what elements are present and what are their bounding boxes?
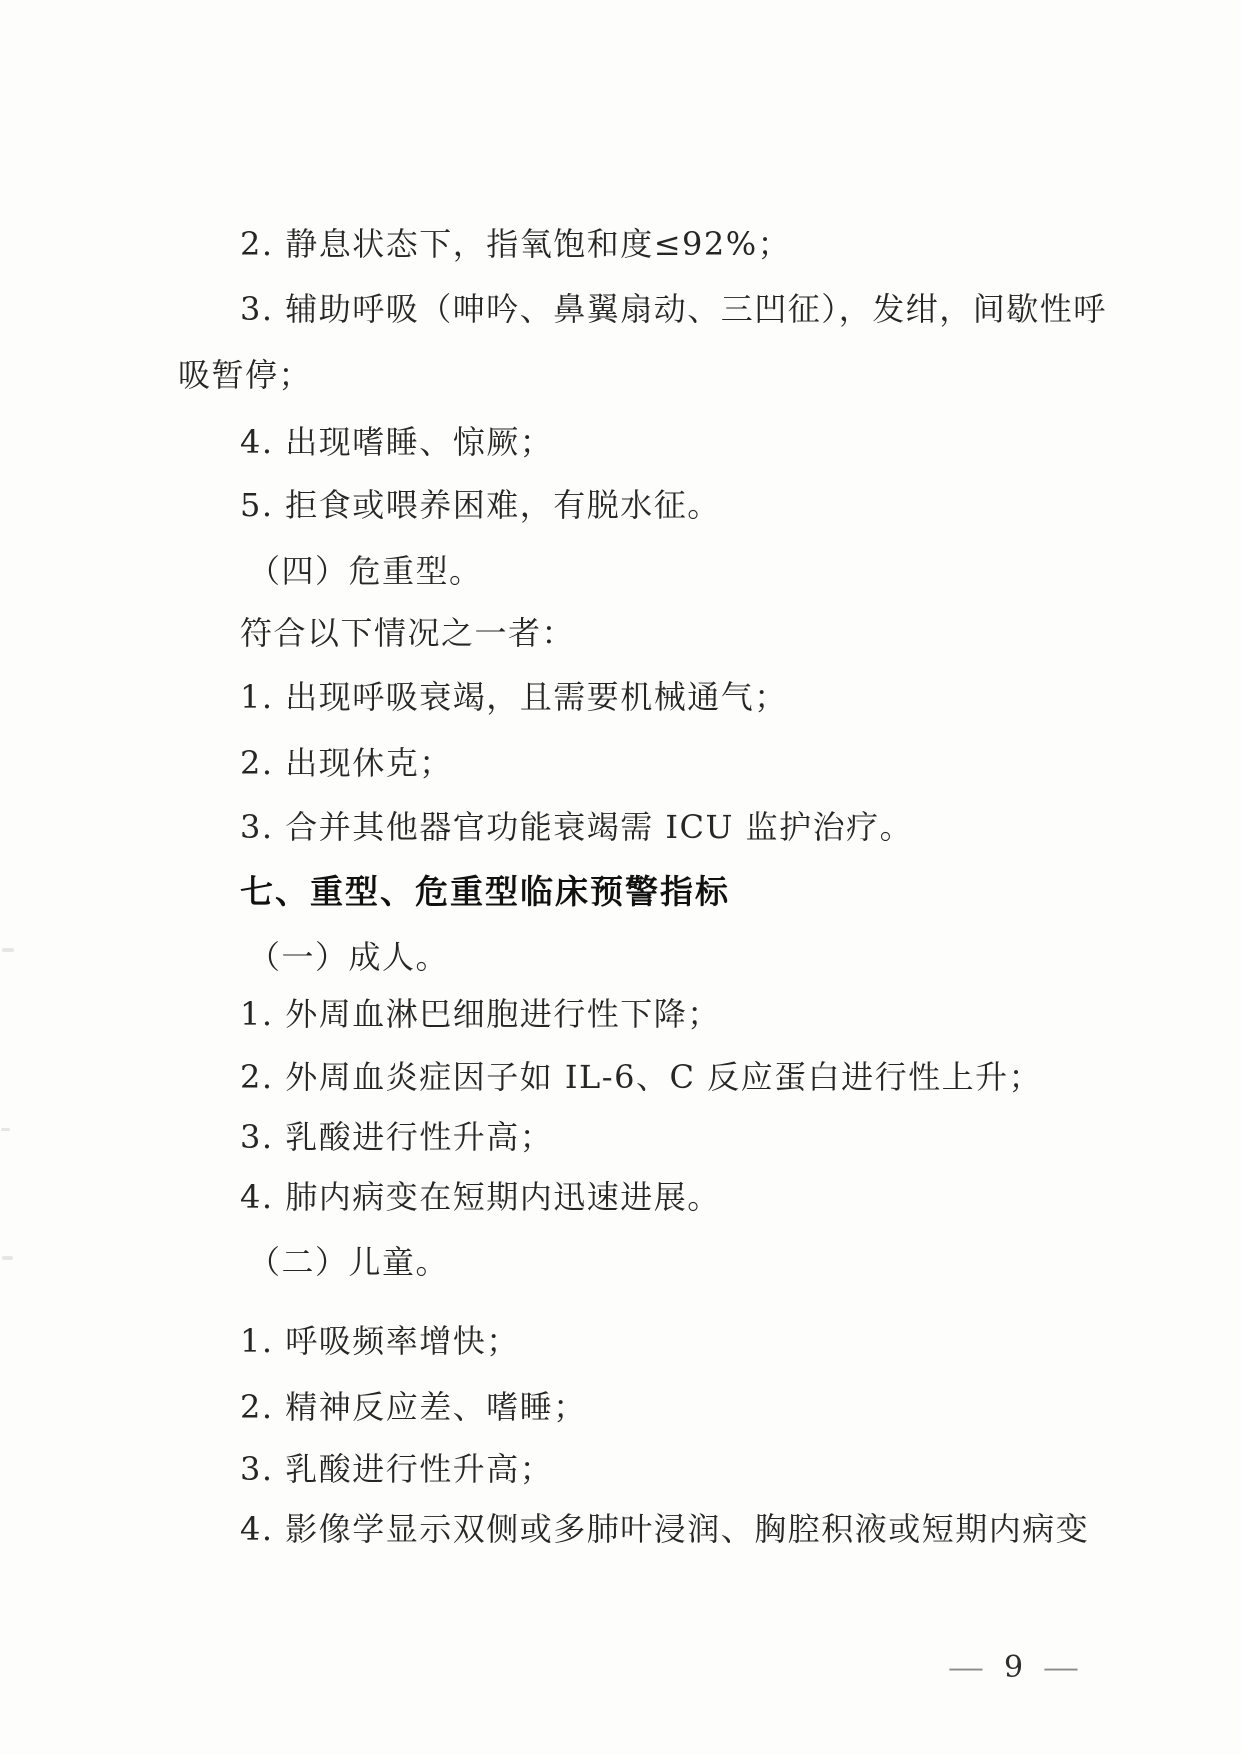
line-spo2: 2. 静息状态下，指氧饱和度≤92%；	[240, 225, 792, 263]
line-lactate-rise-child: 3. 乳酸进行性升高；	[240, 1450, 554, 1488]
line-lethargy-convulsion: 4. 出现嗜睡、惊厥；	[240, 423, 554, 461]
line-inflammatory-factors: 2. 外周血炎症因子如 IL-6、C 反应蛋白进行性上升；	[240, 1058, 1043, 1096]
line-adult-label: （一）成人。	[248, 938, 450, 976]
line-assisted-breathing: 3. 辅助呼吸（呻吟、鼻翼扇动、三凹征），发绀，间歇性呼	[240, 290, 1107, 328]
line-criteria-intro: 符合以下情况之一者：	[240, 614, 576, 652]
line-lactate-rise-adult: 3. 乳酸进行性升高；	[240, 1118, 554, 1156]
line-organ-failure-icu: 3. 合并其他器官功能衰竭需 ICU 监护治疗。	[240, 808, 914, 846]
line-feeding-difficulty: 5. 拒食或喂养困难，有脱水征。	[240, 486, 721, 524]
line-respiratory-failure: 1. 出现呼吸衰竭，且需要机械通气；	[240, 678, 788, 716]
scan-artifact	[2, 1256, 13, 1260]
footer-right-dash: —	[1042, 1651, 1080, 1684]
line-shock: 2. 出现休克；	[240, 744, 453, 782]
heading-early-warning-indicators: 七、重型、危重型临床预警指标	[240, 872, 730, 911]
line-imaging-infiltration: 4. 影像学显示双侧或多肺叶浸润、胸腔积液或短期内病变	[240, 1510, 1090, 1548]
page-number: 9	[1004, 1650, 1024, 1685]
footer-left-dash: —	[947, 1651, 985, 1684]
line-apnea-continuation: 吸暂停；	[178, 356, 313, 394]
line-children-label: （二）儿童。	[248, 1243, 450, 1281]
scan-artifact	[1, 1128, 10, 1131]
scan-artifact	[2, 948, 14, 952]
line-respiratory-rate: 1. 呼吸频率增快；	[240, 1322, 520, 1360]
line-mental-response: 2. 精神反应差、嗜睡；	[240, 1388, 587, 1426]
line-lymphocyte-decline: 1. 外周血淋巴细胞进行性下降；	[240, 995, 721, 1033]
line-lung-progression: 4. 肺内病变在短期内迅速进展。	[240, 1178, 721, 1216]
page-footer	[947, 1650, 1080, 1685]
line-critical-type-label: （四）危重型。	[248, 552, 483, 590]
